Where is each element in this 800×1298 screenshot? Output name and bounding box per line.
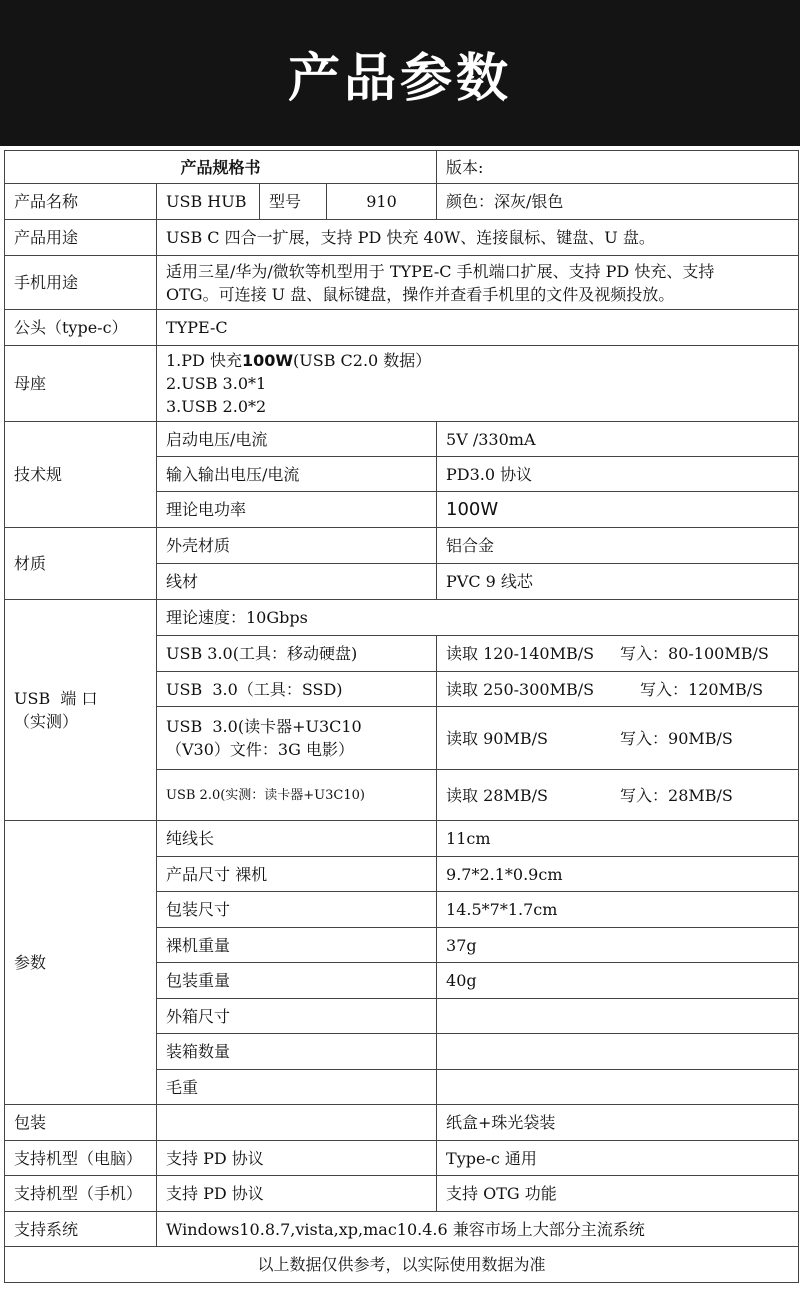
packaging-label: 包装 [5,1105,157,1141]
param-name: 纯线长 [157,821,437,857]
usb-label [5,600,157,821]
material-item-name: 线材 [157,564,437,600]
tech-row [5,422,799,457]
usb-test-name: USB 3.0（工具：SSD) [157,672,437,707]
usb-test-name [157,707,437,770]
usb-write-speed: 写入：120MB/S [640,679,764,699]
packaging-row [5,1105,799,1141]
phone-support-name: 支持 PD 协议 [157,1176,437,1212]
product-name-value: USB HUB [157,184,260,220]
param-name: 包装重量 [157,963,437,999]
phone-use-label: 手机用途 [5,256,157,310]
model-label: 型号 [260,184,327,220]
os-label: 支持系统 [5,1212,157,1247]
spec-header-row [5,151,799,184]
title-banner [0,0,800,146]
usb-speed-row [5,600,799,636]
usb-test-name-line-2: （V30）文件：3G 电影） [166,740,354,759]
usb-read-speed: 读取 28MB/S [446,785,548,805]
param-value [437,1070,799,1105]
tech-item-name: 理论电功率 [157,492,437,528]
product-name-label: 产品名称 [5,184,157,220]
param-value: 40g [437,963,799,999]
color-cell: 颜色：深灰/银色 [437,184,799,220]
female-port-usb-c: (USB C2.0 数据） [293,351,432,370]
phone-support-value: 支持 OTG 功能 [437,1176,799,1212]
footer-note: 以上数据仅供参考，以实际使用数据为准 [5,1247,799,1283]
usb-theoretical-speed: 理论速度：10Gbps [157,600,799,636]
product-use-row [5,220,799,256]
param-name: 毛重 [157,1070,437,1105]
param-name: 产品尺寸 裸机 [157,857,437,892]
female-port-100w: 100W [241,351,293,370]
param-value [437,999,799,1034]
male-connector-row [5,310,799,346]
version-cell: 版本: [437,151,799,184]
usb-test-name-line-1: USB 3.0(读卡器+U3C10 [166,717,362,736]
param-name: 装箱数量 [157,1034,437,1070]
pc-support-row [5,1141,799,1176]
pc-support-label: 支持机型（电脑） [5,1141,157,1176]
param-value: 9.7*2.1*0.9cm [437,857,799,892]
os-row [5,1212,799,1247]
usb-test-result [437,770,799,821]
usb-test-result [437,636,799,672]
phone-use-row [5,256,799,310]
female-port-row [5,346,799,422]
female-port-line-3: 3.USB 2.0*2 [166,397,267,416]
footer-row [5,1247,799,1283]
usb-test-result [437,707,799,770]
pc-support-value: Type-c 通用 [437,1141,799,1176]
female-port-line-1 [166,349,789,372]
params-label: 参数 [5,821,157,1105]
usb-label-line-1: USB 端 口 [14,689,98,708]
usb-write-speed: 写入：90MB/S [620,728,733,748]
param-value [437,1034,799,1070]
param-value: 14.5*7*1.7cm [437,892,799,928]
female-port-value [157,346,799,422]
param-name: 包装尺寸 [157,892,437,928]
tech-item-name: 输入输出电压/电流 [157,457,437,492]
packaging-empty-cell [157,1105,437,1141]
usb-label-line-2: （实测） [14,712,79,731]
usb-read-speed: 读取 250-300MB/S [446,679,595,699]
material-row [5,528,799,564]
material-label: 材质 [5,528,157,600]
tech-item-value: PD3.0 协议 [437,457,799,492]
usb-read-speed: 读取 120-140MB/S [446,644,595,663]
os-value: Windows10.8.7,vista,xp,mac10.4.6 兼容市场上大部分主流系统 [157,1212,799,1247]
material-item-name: 外壳材质 [157,528,437,564]
usb-test-name: USB 2.0(实测：读卡器+U3C10) [157,770,437,821]
tech-label: 技术规 [5,422,157,528]
phone-use-line-2: OTG。可连接 U 盘、鼠标键盘，操作并查看手机里的文件及视频投放。 [166,284,675,304]
usb-test-result [437,672,799,707]
usb-read-speed: 读取 90MB/S [446,728,548,748]
param-name: 外箱尺寸 [157,999,437,1034]
packaging-value: 纸盒+珠光袋装 [437,1105,799,1141]
material-item-value: 铝合金 [437,528,799,564]
tech-item-name: 启动电压/电流 [157,422,437,457]
param-value: 11cm [437,821,799,857]
param-row [5,821,799,857]
female-port-pd: 1.PD 快充 [166,351,242,370]
spec-title: 产品规格书 [5,151,437,184]
usb-test-name: USB 3.0(工具：移动硬盘) [157,636,437,672]
banner-title: 产品参数 [287,48,512,109]
product-name-row [5,184,799,220]
female-port-line-2: 2.USB 3.0*1 [166,374,267,393]
phone-support-label: 支持机型（手机） [5,1176,157,1212]
phone-use-value [157,256,799,310]
material-item-value: PVC 9 线芯 [437,564,799,600]
female-port-label: 母座 [5,346,157,422]
param-name: 裸机重量 [157,928,437,963]
phone-support-row [5,1176,799,1212]
param-value: 37g [437,928,799,963]
spec-table [4,150,799,1283]
male-connector-value: TYPE-C [157,310,799,346]
tech-item-value: 100W [437,492,799,528]
product-use-label: 产品用途 [5,220,157,256]
usb-write-speed: 写入：80-100MB/S [620,644,769,663]
male-connector-label: 公头（type-c） [5,310,157,346]
usb-write-speed: 写入：28MB/S [620,785,733,805]
product-use-value: USB C 四合一扩展，支持 PD 快充 40W、连接鼠标、键盘、U 盘。 [157,220,799,256]
tech-item-value: 5V /330mA [437,422,799,457]
pc-support-name: 支持 PD 协议 [157,1141,437,1176]
phone-use-line-1: 适用三星/华为/微软等机型用于 TYPE-C 手机端口扩展、支持 PD 快充、支持 [166,261,715,281]
model-value: 910 [327,184,437,220]
